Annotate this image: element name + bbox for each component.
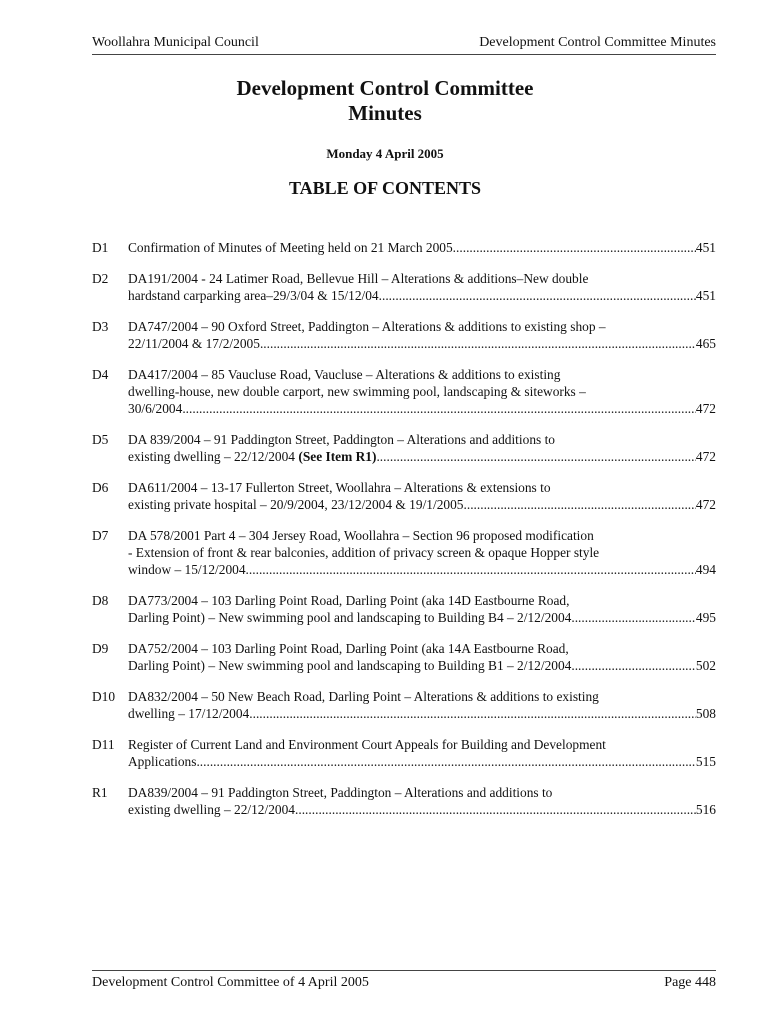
footer-page-number: Page 448 [664, 975, 716, 990]
meeting-date: Monday 4 April 2005 [326, 146, 444, 161]
toc-item-last-line [128, 496, 716, 513]
toc-item-line: dwelling – 17/12/2004 [128, 706, 250, 721]
toc-item-text [128, 318, 716, 352]
toc-item-number: D6 [92, 480, 109, 495]
toc-item-last-line [128, 448, 716, 465]
toc-item-line: DA752/2004 – 103 Darling Point Road, Darling Point (aka 14A Eastbourne Road, [128, 641, 569, 656]
toc-item-line: DA773/2004 – 103 Darling Point Road, Darling Point (aka 14D Eastbourne Road, [128, 593, 570, 608]
toc-item-last-line [128, 561, 716, 578]
see-item-reference: (See Item R1) [298, 449, 377, 464]
toc-entry [92, 527, 716, 578]
dot-leader [249, 705, 696, 722]
toc-item-text [128, 366, 716, 417]
toc-item-text [128, 479, 716, 513]
dot-leader [571, 609, 696, 626]
toc-item-number: D9 [92, 641, 109, 656]
toc-item-number: D8 [92, 593, 109, 608]
dot-leader [246, 561, 696, 578]
page-header [92, 35, 716, 55]
toc-heading: TABLE OF CONTENTS [288, 178, 482, 198]
toc-page-number: 465 [695, 336, 716, 351]
toc-item-line: existing private hospital – 20/9/2004, 23/12/2004 & 19/1/2005 [128, 497, 464, 512]
toc-item-last-line [128, 801, 716, 818]
toc-item-number: D1 [92, 240, 109, 255]
toc-page-number: 472 [695, 449, 716, 464]
toc-entry [92, 318, 716, 352]
toc-page-number: 508 [695, 706, 716, 721]
title-line-2: Minutes [348, 101, 422, 125]
toc-item-text [128, 640, 716, 674]
toc-item-text [128, 239, 716, 256]
toc-item-line: Register of Current Land and Environment Court Appeals for Building and Development [128, 737, 606, 752]
toc-item-line: Darling Point) – New swimming pool and landscaping to Building B1 – 2/12/2004 [128, 658, 572, 673]
toc-item-number: R1 [92, 785, 108, 800]
toc-item-line: DA191/2004 - 24 Latimer Road, Bellevue Hill – Alterations & additions–New double [128, 271, 589, 286]
toc-item-text [128, 688, 716, 722]
toc-entry [92, 592, 716, 626]
toc-item-last-line [128, 609, 716, 626]
toc-entry [92, 366, 716, 417]
toc-item-line: existing dwelling – 22/12/2004 [128, 802, 296, 817]
toc-item-line: DA417/2004 – 85 Vaucluse Road, Vaucluse – Alterations & additions to existing [128, 367, 561, 382]
toc-page-number: 516 [695, 802, 716, 817]
dot-leader [295, 801, 696, 818]
toc-item-line: DA839/2004 – 91 Paddington Street, Paddington – Alterations and additions to [128, 785, 553, 800]
toc-entry [92, 431, 716, 465]
toc-item-last-line [128, 753, 716, 770]
dot-leader [182, 400, 696, 417]
toc-item-line: dwelling-house, new double carport, new swimming pool, landscaping & siteworks – [128, 384, 586, 399]
toc-item-text [128, 784, 716, 818]
dot-leader [260, 335, 696, 352]
toc-item-line: window – 15/12/2004 [128, 562, 246, 577]
toc-item-number: D7 [92, 528, 109, 543]
toc-item-number: D10 [92, 689, 116, 704]
toc-item-line: DA 839/2004 – 91 Paddington Street, Paddington – Alterations and additions to [128, 432, 555, 447]
toc-entry [92, 736, 716, 770]
toc-page-number: 515 [695, 754, 716, 769]
dot-leader [464, 496, 696, 513]
toc-entry [92, 270, 716, 304]
toc-page-number: 494 [695, 562, 716, 577]
toc-item-text [128, 736, 716, 770]
toc-item-last-line [128, 400, 716, 417]
toc-item-line: DA832/2004 – 50 New Beach Road, Darling Point – Alterations & additions to existing [128, 689, 599, 704]
dot-leader [453, 239, 696, 256]
toc-item-last-line [128, 287, 716, 304]
toc-item-line: existing dwelling – 22/12/2004 (See Item R1) [128, 449, 377, 464]
title-line-1: Development Control Committee [236, 76, 534, 100]
toc-entry [92, 688, 716, 722]
dot-leader [379, 287, 696, 304]
toc-item-number: D5 [92, 432, 109, 447]
toc-item-line: Darling Point) – New swimming pool and landscaping to Building B4 – 2/12/2004 [128, 610, 572, 625]
toc-item-number: D3 [92, 319, 109, 334]
dot-leader [376, 448, 695, 465]
toc-entry [92, 479, 716, 513]
toc-page-number: 495 [695, 610, 716, 625]
toc-item-last-line [128, 705, 716, 722]
toc-item-last-line [128, 239, 716, 256]
toc-item-text [128, 431, 716, 465]
toc-page-number: 472 [695, 401, 716, 416]
toc-item-number: D2 [92, 271, 109, 286]
toc-item-number: D11 [92, 737, 115, 752]
toc-page-number: 451 [695, 240, 716, 255]
toc-item-line: 30/6/2004 [128, 401, 183, 416]
toc-page-number: 502 [695, 658, 716, 673]
header-document-name: Development Control Committee Minutes [479, 35, 716, 50]
dot-leader [196, 753, 695, 770]
page-title [0, 76, 770, 126]
toc-item-line: Confirmation of Minutes of Meeting held on 21 March 2005 [128, 240, 453, 255]
header-council-name: Woollahra Municipal Council [92, 35, 259, 50]
toc-entry [92, 784, 716, 818]
toc-page-number: 472 [695, 497, 716, 512]
toc-item-line: 22/11/2004 & 17/2/2005 [128, 336, 260, 351]
toc-entry [92, 239, 716, 256]
toc-item-line: DA611/2004 – 13-17 Fullerton Street, Woollahra – Alterations & extensions to [128, 480, 551, 495]
page-footer [92, 970, 716, 991]
footer-meeting-name: Development Control Committee of 4 April 2005 [92, 975, 369, 990]
toc-page-number: 451 [695, 288, 716, 303]
toc-item-text [128, 270, 716, 304]
toc-item-line: - Extension of front & rear balconies, addition of privacy screen & opaque Hopper style [128, 545, 600, 560]
toc-item-text [128, 527, 716, 578]
toc-item-line: hardstand carparking area–29/3/04 & 15/12/04 [128, 288, 379, 303]
toc-item-line: DA 578/2001 Part 4 – 304 Jersey Road, Woollahra – Section 96 proposed modification [128, 528, 594, 543]
toc-item-number: D4 [92, 367, 109, 382]
toc-entry [92, 640, 716, 674]
table-of-contents [92, 239, 716, 832]
dot-leader [571, 657, 696, 674]
toc-item-line: Applications [128, 754, 197, 769]
toc-item-last-line [128, 335, 716, 352]
toc-item-line: DA747/2004 – 90 Oxford Street, Paddington – Alterations & additions to existing shop – [128, 319, 606, 334]
toc-item-text [128, 592, 716, 626]
toc-item-last-line [128, 657, 716, 674]
